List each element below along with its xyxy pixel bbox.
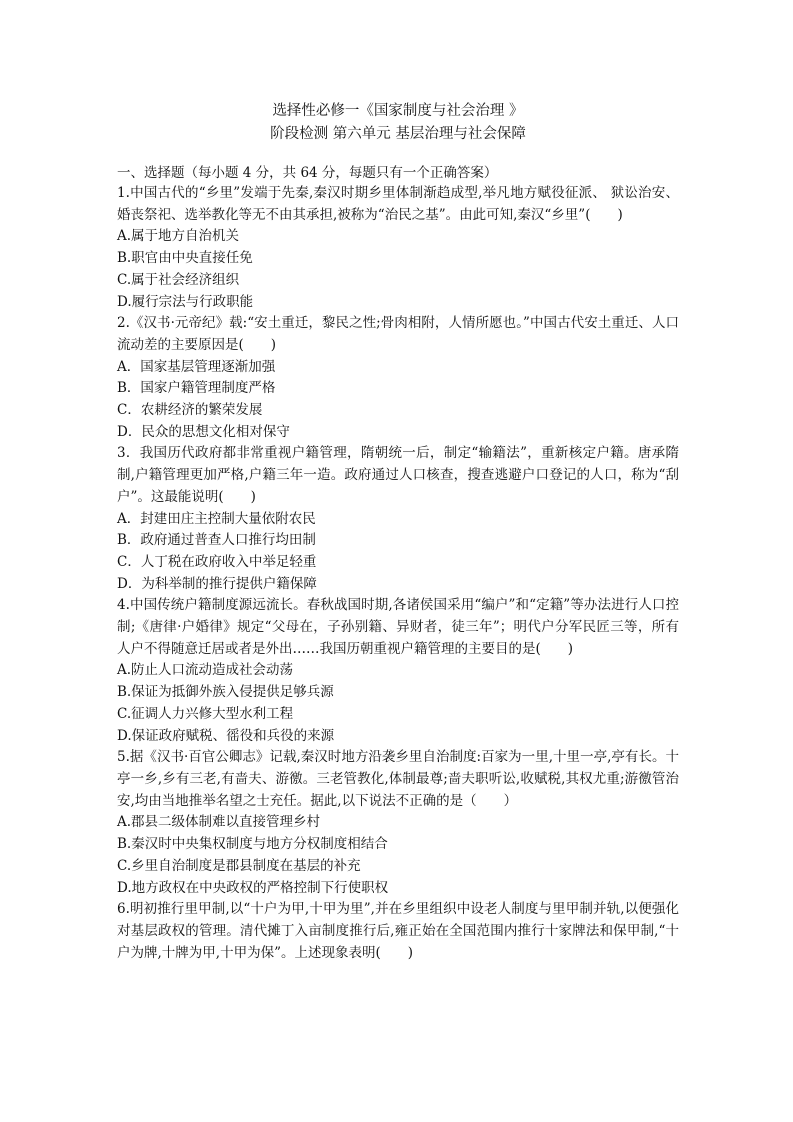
page-title: 选择性必修一《国家制度与社会治理 》 (272, 103, 524, 119)
section-heading: 一、选择题（每小题 4 分，共 64 分，每题只有一个正确答案） (117, 165, 498, 181)
option-c: C．人丁税在政府收入中举足轻重 (117, 553, 317, 570)
option-c: C.乡里自治制度是郡县制度在基层的补充 (117, 857, 361, 874)
option-b: B．政府通过普查人口推行均田制 (117, 532, 316, 549)
option-b: B.秦汉时中央集权制度与地方分权制度相结合 (117, 836, 388, 853)
option-a: A．国家基层管理逐渐加强 (117, 358, 276, 375)
question-stem: 3．我国历代政府都非常重视户籍管理，隋朝统一后，制定“输籍法”，重新核定户籍。唐承隋制,户籍管理更加严格,户籍三年一造。政府通过人口核查，搜查逃避户口登记的人口，称为“刮户”。这最能说明( ) (117, 445, 679, 505)
option-d: D.保证政府赋税、徭役和兵役的来源 (117, 727, 335, 744)
option-d: D．民众的思想文化相对保守 (117, 423, 290, 440)
option-a: A.属于地方自治机关 (117, 228, 240, 245)
question-stem: 4.中国传统户籍制度源远流长。春秋战国时期,各诸侯国采用“编户”和“定籍”等办法进行人口控制;《唐律·户婚律》规定“父母在，子孙别籍、异财者，徒三年”；明代户分军民匠三等，所有人户不得随意迁居或者是外出……我国历朝重视户籍管理的主要目的是( ) (117, 597, 679, 657)
question-3 (117, 443, 679, 595)
option-a: A．封建田庄主控制大量依附农民 (117, 510, 316, 527)
option-a: A.防止人口流动造成社会动荡 (117, 662, 294, 679)
option-b: B．国家户籍管理制度严格 (117, 380, 276, 397)
question-5 (117, 747, 679, 899)
option-c: C.属于社会经济组织 (117, 271, 240, 288)
option-c: C.征调人力兴修大型水利工程 (117, 705, 294, 722)
question-6 (117, 899, 679, 964)
option-b: B.保证为抵御外族入侵提供足够兵源 (117, 684, 334, 701)
option-a: A.郡县二级体制难以直接管理乡村 (117, 814, 321, 831)
option-d: D.履行宗法与行政职能 (117, 293, 254, 310)
page-subtitle: 阶段检测 第六单元 基层治理与社会保障 (270, 126, 526, 142)
question-1 (117, 183, 679, 313)
question-stem: 1.中国古代的“乡里”发端于先秦,秦汉时期乡里体制渐趋成型,举凡地方赋役征派、 狱讼治安、 婚丧祭祀、选举教化等无不由其承担,被称为“治民之基”。由此可知,秦汉“乡里”( ) (117, 185, 679, 223)
exam-page (117, 96, 679, 964)
option-d: D.地方政权在中央政权的严格控制下行使职权 (117, 879, 389, 896)
option-d: D．为科举制的推行提供户籍保障 (117, 575, 317, 592)
question-stem: 5.据《汉书·百官公卿志》记载,秦汉时地方沿袭乡里自治制度:百家为一里,十里一亭,亭有长。十亭一乡,乡有三老,有啬夫、游徼。三老管教化,体制最尊;啬夫职听讼,收赋税,其权尤重;游徼管治安,均由当地推举名望之士充任。据此,以下说法不正确的是（ ） (117, 749, 679, 809)
question-2 (117, 313, 679, 443)
question-stem: 2.《汉书·元帝纪》载:“安土重迁，黎民之性;骨肉相附，人情所愿也。”中国古代安土重迁、人口流动差的主要原因是( ) (117, 315, 679, 353)
option-b: B.职官由中央直接任免 (117, 250, 253, 267)
question-stem: 6.明初推行里甲制,以“十户为甲,十甲为里”,并在乡里组织中设老人制度与里甲制并轨,以便强化对基层政权的管理。清代摊丁入亩制度推行后,雍正始在全国范围内推行十家牌法和保甲制,“十户为牌,十牌为甲,十甲为保”。上述现象表明( ) (117, 901, 679, 961)
option-c: C．农耕经济的繁荣发展 (117, 402, 263, 419)
question-4 (117, 595, 679, 747)
